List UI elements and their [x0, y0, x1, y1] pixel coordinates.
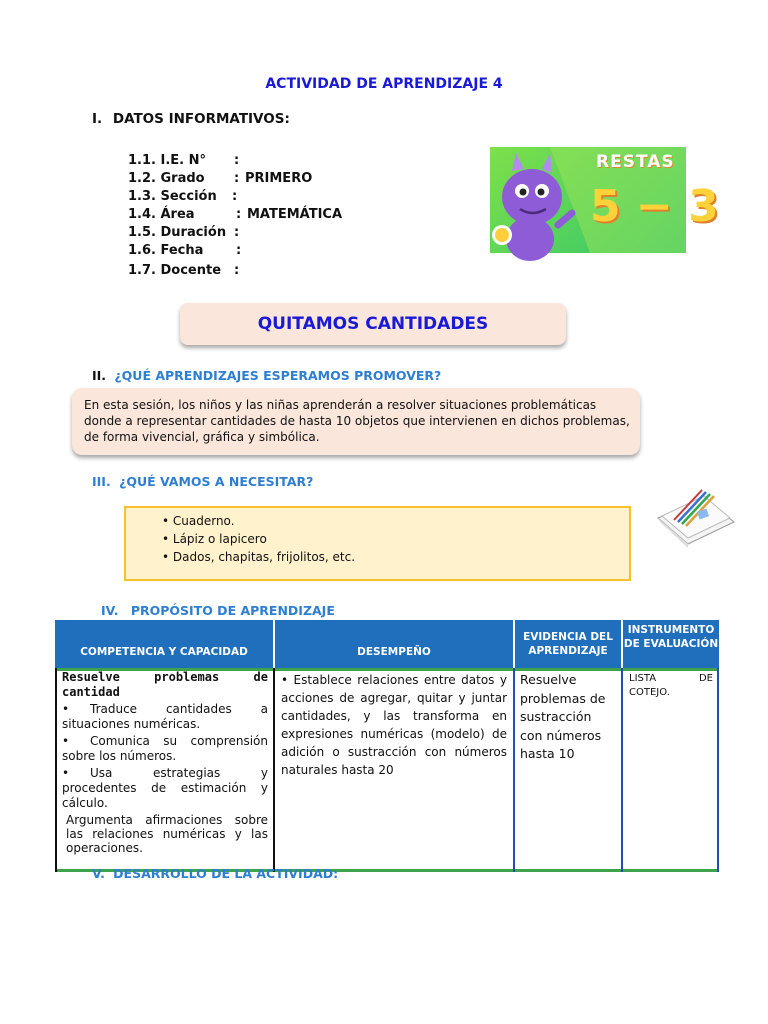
banner-text: RESTAS [596, 152, 675, 172]
capacidad-item: • Comunica su comprensión sobre los números. [62, 734, 268, 763]
info-label: 1.2. Grado [128, 171, 205, 186]
capacidad-item: • Usa estrategias y procedentes de estimación y cálculo. [62, 766, 268, 810]
table-header-competencia: COMPETENCIA Y CAPACIDAD [55, 620, 273, 668]
purpose-table [55, 620, 719, 872]
section-5-number: V. [92, 866, 105, 881]
instrumento-cell [629, 672, 713, 872]
material-item: • Cuaderno. [162, 514, 235, 528]
notebook-pencils-icon [654, 488, 738, 550]
competencia-cell [62, 670, 268, 872]
section-1-title: DATOS INFORMATIVOS: [112, 111, 290, 127]
section-4-number: IV. [101, 603, 119, 618]
section-5-heading [92, 866, 338, 881]
section-2-number: II. [92, 368, 107, 383]
section-1-heading [92, 111, 290, 127]
materials-box [124, 506, 631, 581]
material-item: • Lápiz o lapicero [162, 532, 267, 546]
info-label: 1.5. Duración [128, 225, 227, 240]
info-label: 1.4. Área [128, 207, 195, 222]
session-description: En esta sesión, los niños y las niñas aprenderán a resolver situaciones problemáticas donde a representar cantidades de hasta 10 objetos que intervienen en dichos problemas, de forma vivencial, gráfica y simbólica. [84, 398, 630, 444]
capacidad-item: • Traduce cantidades a situaciones numéricas. [62, 702, 268, 731]
session-description-box [72, 388, 640, 455]
competencia-title: Resuelve problemas de cantidad [62, 670, 268, 699]
section-4-heading [101, 603, 335, 618]
info-label: 1.7. Docente [128, 263, 222, 278]
table-header-evidencia: EVIDENCIA DEL APRENDIZAJE [515, 620, 621, 668]
evidencia-text: Resuelve problemas de sustracción con números hasta 10 [520, 672, 606, 761]
info-value: MATEMÁTICA [247, 207, 343, 222]
main-title-box [180, 303, 566, 345]
activity-title: ACTIVIDAD DE APRENDIZAJE 4 [265, 76, 503, 92]
section-4-title: PROPÓSITO DE APRENDIZAJE [130, 603, 335, 618]
section-3-title: ¿QUÉ VAMOS A NECESITAR? [119, 474, 314, 489]
restas-banner-image [490, 147, 719, 253]
section-3-number: III. [92, 474, 111, 489]
section-2-heading [92, 368, 441, 383]
section-5-title: DESARROLLO DE LA ACTIVIDAD: [113, 866, 339, 881]
banner-equation: 5 − 3 [590, 181, 719, 232]
table-header-instrumento: INSTRUMENTO DE EVALUACIÓN [623, 620, 719, 668]
section-3-heading [92, 474, 313, 489]
main-title: QUITAMOS CANTIDADES [257, 314, 489, 334]
info-label: 1.6. Fecha [128, 243, 204, 258]
instrumento-text: LISTA DE COTEJO. [629, 673, 713, 698]
info-value: PRIMERO [245, 171, 313, 186]
desempeno-text: • Establece relaciones entre datos y acciones de agregar, quitar y juntar cantidades, y las transforma en expresiones numéricas (modelo) de adición o sustracción con números naturales hasta 20 [281, 673, 507, 777]
material-item: • Dados, chapitas, frijolitos, etc. [162, 550, 356, 564]
evidencia-cell [520, 671, 616, 872]
section-1-number: I. [92, 111, 103, 127]
argumenta-item: Argumenta afirmaciones sobre las relaciones numéricas y las operaciones. [66, 813, 268, 855]
info-label: 1.3. Sección [128, 189, 217, 204]
desempeno-cell [281, 671, 507, 872]
info-label: 1.1. I.E. N° [128, 153, 206, 168]
section-2-title: ¿QUÉ APRENDIZAJES ESPERAMOS PROMOVER? [114, 368, 442, 383]
table-header-desempeno: DESEMPEÑO [275, 620, 513, 668]
